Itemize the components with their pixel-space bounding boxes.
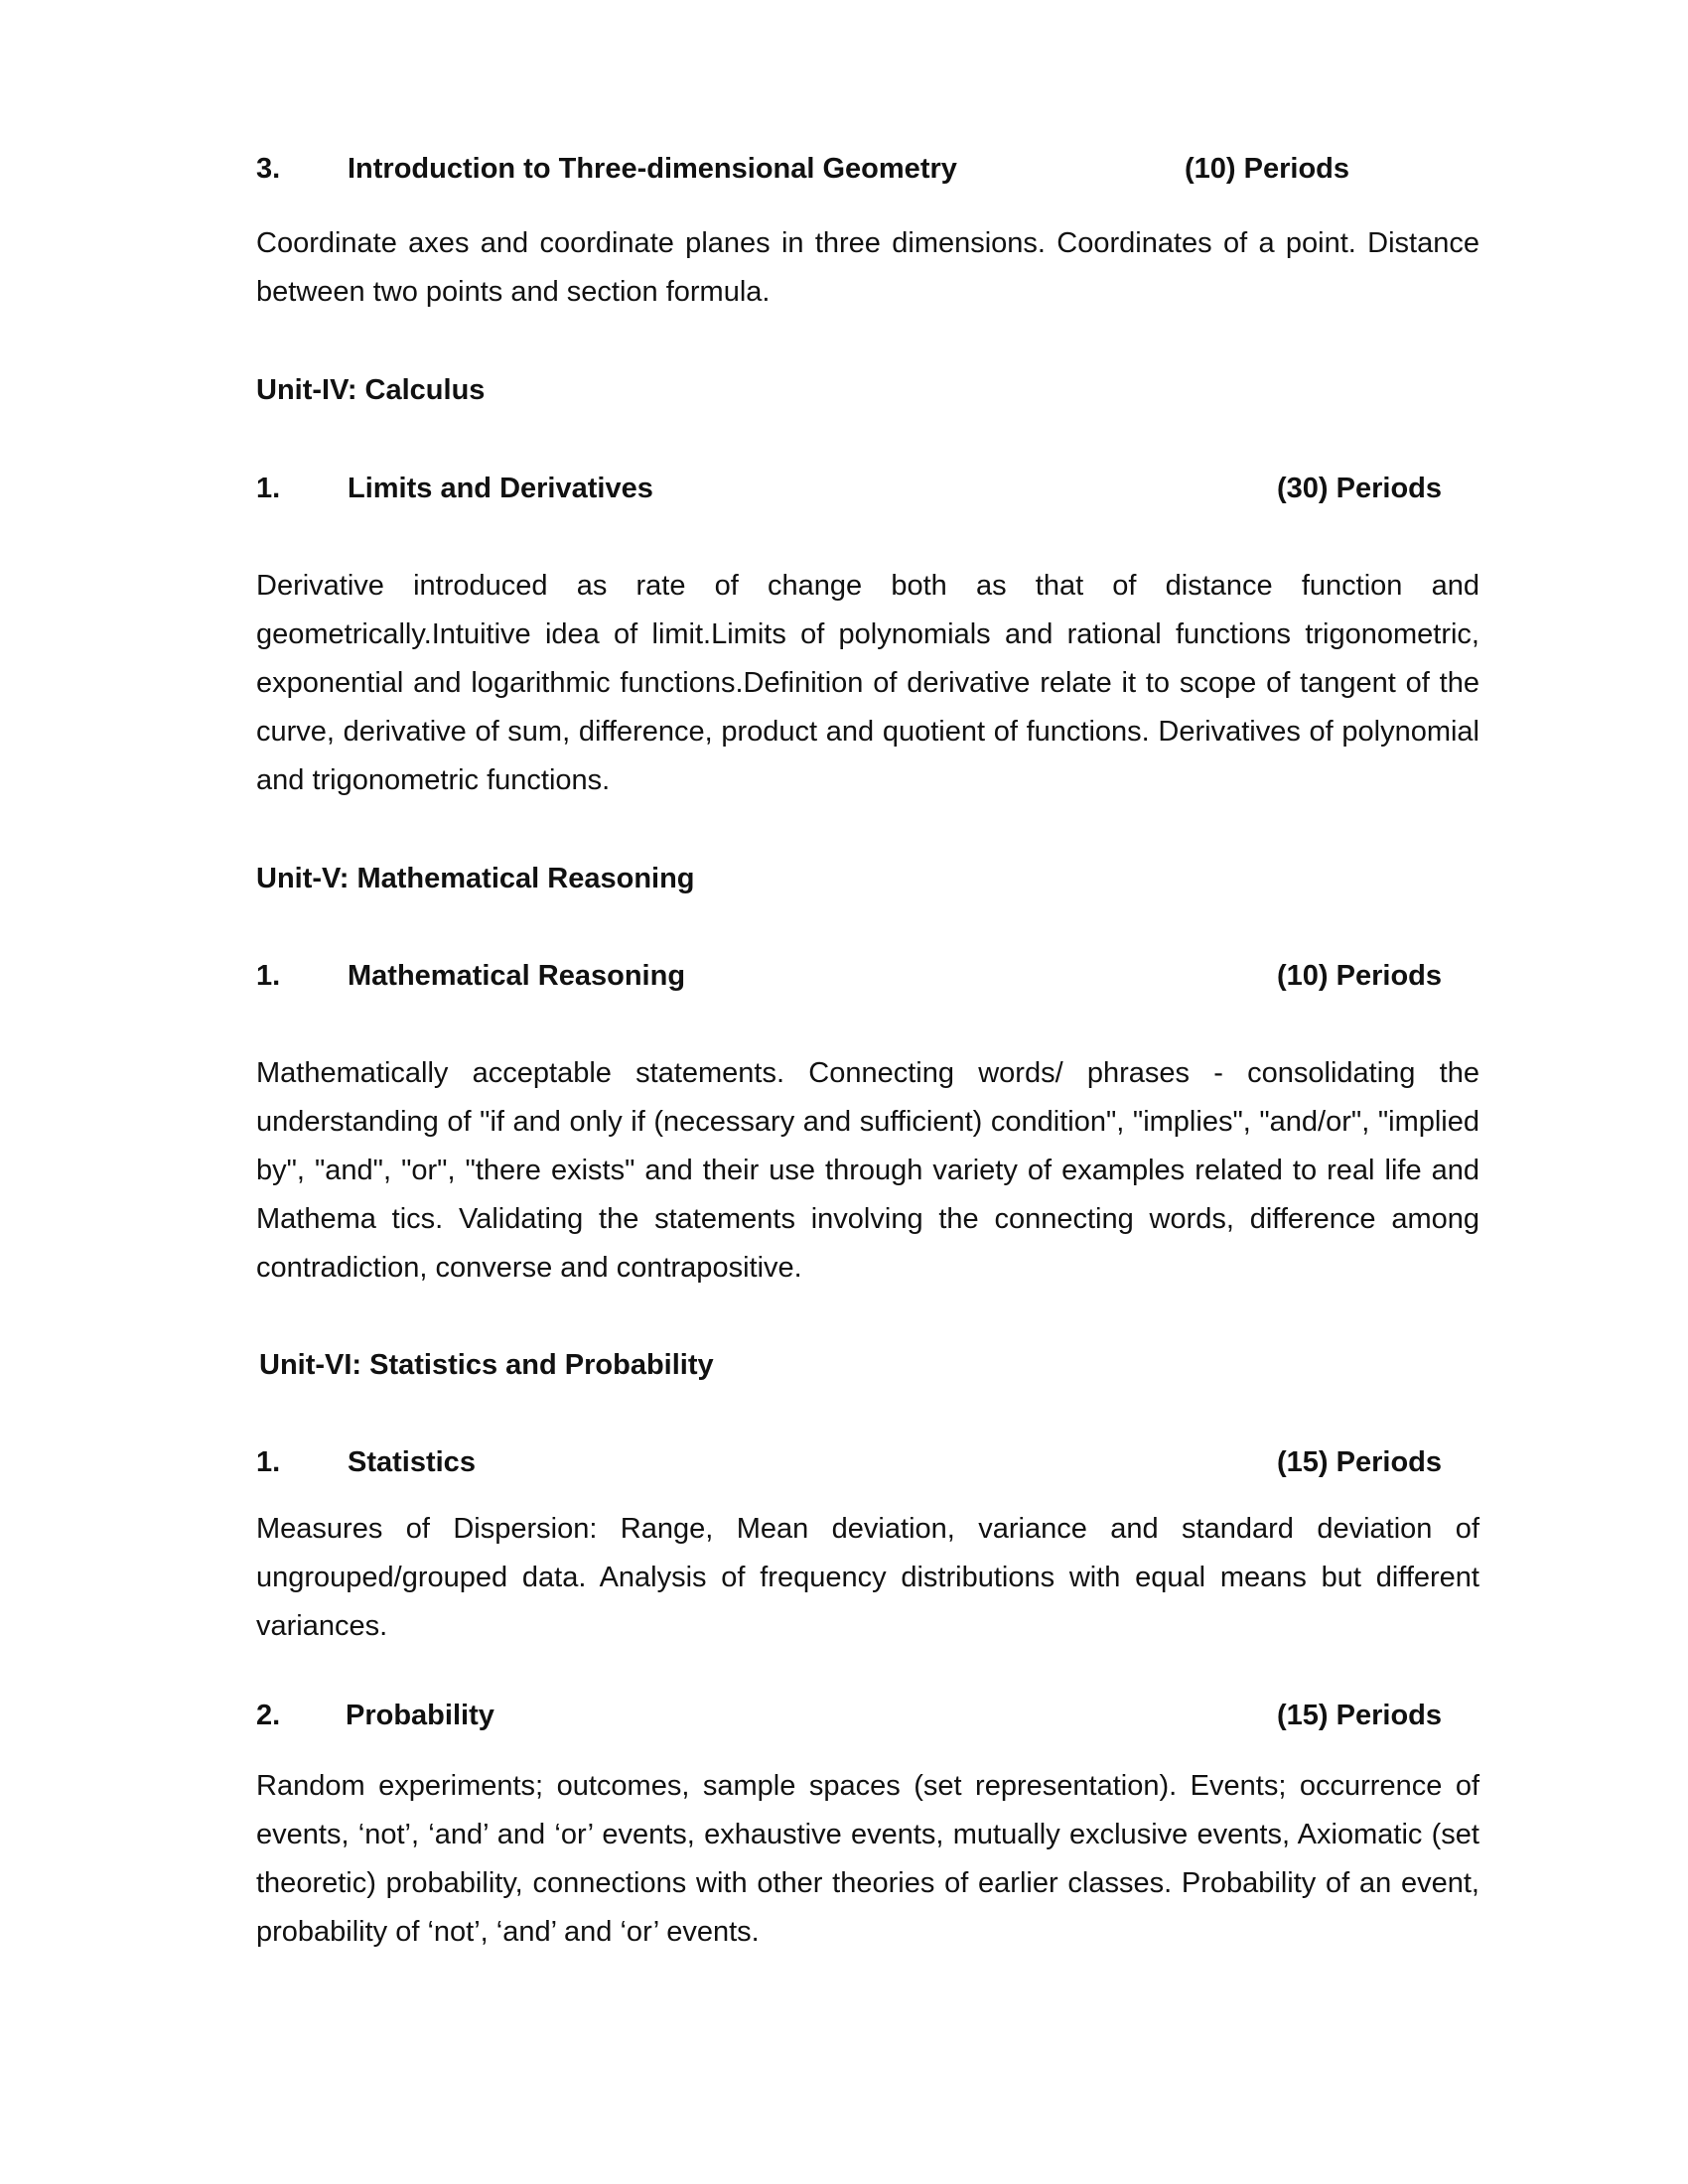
topic-title: Probability [346, 1700, 494, 1731]
topic-description: Derivative introduced as rate of change both as that of distance function and geometrically.Intuitive idea of limit.Limits of polynomials and rational functions trigonometric, exponential and logarithmic functions.Definition of derivative relate it to scope of tangent of the curve, derivative of sum, difference, product and quotient of functions. Derivatives of polynomial and trigonometric functions. [256, 570, 1479, 796]
topic-title: Statistics [348, 1446, 476, 1478]
topic-periods: (10) Periods [1277, 960, 1442, 992]
topic-number: 1. [256, 960, 281, 992]
unit-heading-calculus: Unit-IV: Calculus [256, 374, 486, 406]
topic-periods: (10) Periods [1185, 153, 1349, 185]
topic-title: Introduction to Three-dimensional Geometry [348, 153, 957, 185]
topic-periods: (15) Periods [1277, 1446, 1442, 1478]
topic-title: Limits and Derivatives [348, 473, 653, 504]
unit-heading-statistics-probability: Unit-VI: Statistics and Probability [259, 1349, 714, 1381]
topic-periods: (30) Periods [1277, 473, 1442, 504]
topic-title: Mathematical Reasoning [348, 960, 686, 992]
unit-heading-mathematical-reasoning: Unit-V: Mathematical Reasoning [256, 863, 695, 894]
topic-number: 2. [256, 1700, 281, 1731]
topic-description: Coordinate axes and coordinate planes in three dimensions. Coordinates of a point. Distance between two points and section formula. [256, 227, 1479, 308]
topic-description: Measures of Dispersion: Range, Mean deviation, variance and standard deviation of ungrouped/grouped data. Analysis of frequency distributions with equal means but different variances. [256, 1513, 1479, 1642]
topic-number: 1. [256, 473, 281, 504]
topic-number: 1. [256, 1446, 281, 1478]
topic-periods: (15) Periods [1277, 1700, 1442, 1731]
topic-description: Mathematically acceptable statements. Connecting words/ phrases - consolidating the understanding of "if and only if (necessary and sufficient) condition", "implies", "and/or", "implied by", "and", "or", "there exists" and their use through variety of examples related to real life and Mathema tics. Validating the statements involving the connecting words, difference among contradiction, converse and contrapositive. [256, 1057, 1479, 1284]
topic-description: Random experiments; outcomes, sample spaces (set representation). Events; occurrence of events, ‘not’, ‘and’ and ‘or’ events, exhaustive events, mutually exclusive events, Axiomatic (set theoretic) probability, connections with other theories of earlier classes. Probability of an event, probability of ‘not’, ‘and’ and ‘or’ events. [256, 1770, 1479, 1948]
topic-number: 3. [256, 153, 281, 185]
